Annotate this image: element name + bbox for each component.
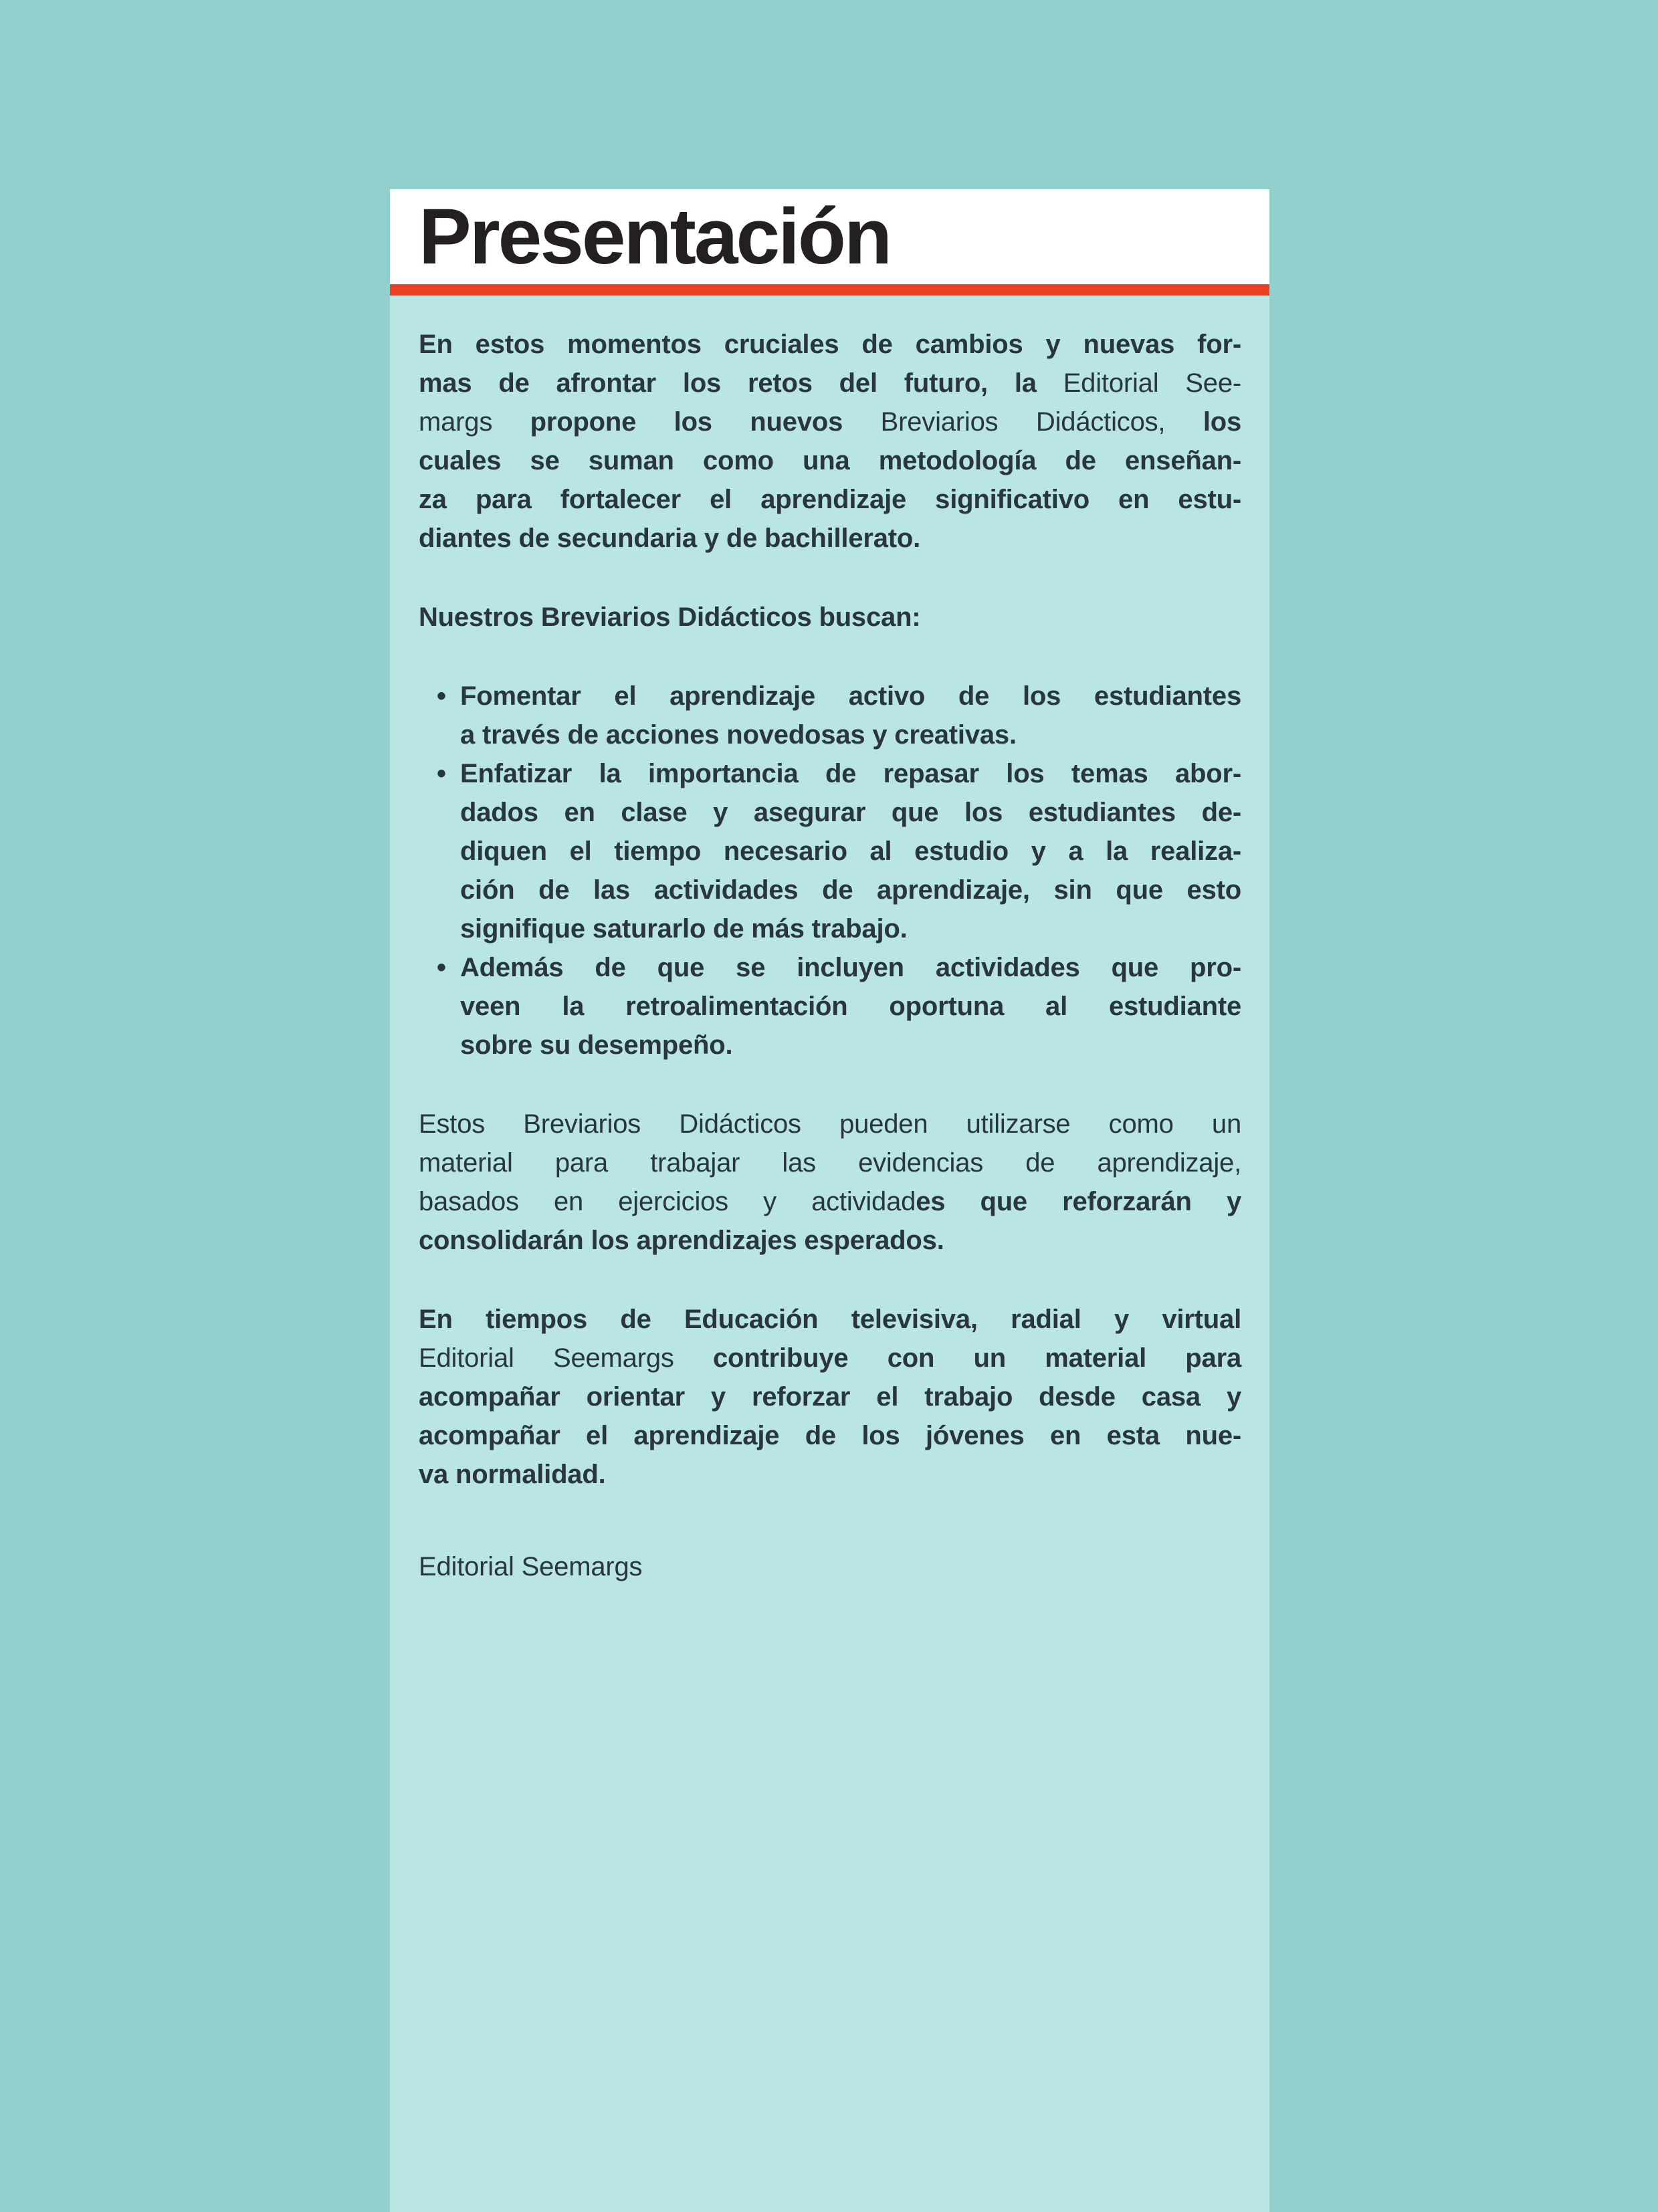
text-run: dados en clase y asegurar que los estudiantes de- [460, 798, 1241, 827]
text-run: Además de que se incluyen actividades que pro- [460, 953, 1241, 982]
text-run: margs [419, 407, 530, 437]
text-line [419, 598, 1241, 637]
text-run: Editorial See- [1063, 368, 1241, 398]
body-text [390, 296, 1269, 1586]
text-run: Estos Breviarios Didácticos pueden utilizarse como un [419, 1109, 1241, 1139]
text-line [419, 441, 1241, 480]
text-line [460, 987, 1241, 1026]
text-line [419, 1377, 1241, 1416]
bullet-marker: • [437, 681, 446, 711]
content-panel [390, 189, 1269, 2212]
bullet-item [437, 948, 1241, 1065]
text-run: En estos momentos cruciales de cambios y nuevas for- [419, 330, 1241, 359]
title-band [390, 189, 1269, 284]
text-run: material para trabajar las evidencias de aprendizaje, [419, 1148, 1241, 1178]
text-run: va normalidad. [419, 1460, 606, 1489]
text-run: Enfatizar la importancia de repasar los temas abor- [460, 759, 1241, 788]
text-run: consolidarán los aprendizajes esperados. [419, 1226, 944, 1255]
text-line [419, 1416, 1241, 1455]
text-run: Editorial Seemargs [419, 1552, 643, 1581]
text-line [419, 1143, 1241, 1182]
bullet-marker: • [437, 953, 446, 982]
text-run: En tiempos de Educación televisiva, radial y virtual [419, 1305, 1241, 1334]
text-line [419, 1455, 1241, 1494]
text-run: sobre su desempeño. [460, 1030, 733, 1060]
bullet-item [437, 754, 1241, 948]
text-run: diquen el tiempo necesario al estudio y a la realiza- [460, 837, 1241, 866]
text-run: mas de afrontar los retos del futuro, la [419, 368, 1063, 398]
text-line [419, 1221, 1241, 1260]
bullet-marker: • [437, 759, 446, 788]
text-run: basados en ejercicios y actividad [419, 1187, 916, 1216]
text-run: signifique saturarlo de más trabajo. [460, 914, 908, 944]
text-line [460, 1026, 1241, 1065]
paragraph [419, 1105, 1241, 1260]
text-run: ción de las actividades de aprendizaje, sin que esto [460, 875, 1241, 905]
text-run: Fomentar el aprendizaje activo de los estudiantes [460, 681, 1241, 711]
bullet-item [437, 677, 1241, 754]
text-run: acompañar orientar y reforzar el trabajo desde casa y [419, 1382, 1241, 1412]
title-underline [390, 284, 1269, 296]
paragraph [419, 325, 1241, 558]
text-line [460, 948, 1241, 987]
text-line [460, 832, 1241, 871]
text-run: propone los nuevos [530, 407, 881, 437]
text-line [419, 364, 1241, 403]
text-line [460, 871, 1241, 909]
text-run: a través de acciones novedosas y creativas. [460, 720, 1017, 750]
text-line [419, 480, 1241, 519]
text-line [460, 677, 1241, 715]
text-line [419, 1182, 1241, 1221]
text-run: za para fortalecer el aprendizaje significativo en estu- [419, 485, 1241, 514]
text-line [419, 1300, 1241, 1339]
page-title: Presentación [419, 193, 891, 281]
text-line [460, 754, 1241, 793]
text-run: Editorial Seemargs [419, 1343, 713, 1373]
text-run: veen la retroalimentación oportuna al estudiante [460, 992, 1241, 1021]
text-run: Nuestros Breviarios Didácticos buscan: [419, 602, 921, 632]
text-line [419, 519, 1241, 558]
text-run: Breviarios Didácticos, [880, 407, 1203, 437]
paragraph [419, 1300, 1241, 1494]
signature [419, 1547, 1241, 1586]
text-line [419, 403, 1241, 441]
text-line [419, 1339, 1241, 1377]
text-run: es que reforzarán y [916, 1187, 1241, 1216]
text-line [419, 1547, 1241, 1586]
text-run: cuales se suman como una metodología de enseñan- [419, 446, 1241, 475]
text-line [460, 793, 1241, 832]
text-run: los [1203, 407, 1242, 437]
text-line [419, 325, 1241, 364]
text-line [419, 1105, 1241, 1143]
text-line [460, 909, 1241, 948]
text-run: acompañar el aprendizaje de los jóvenes en esta nue- [419, 1421, 1241, 1450]
text-line [460, 715, 1241, 754]
paragraph [419, 598, 1241, 637]
text-run: diantes de secundaria y de bachillerato. [419, 524, 921, 553]
text-run: contribuye con un material para [712, 1343, 1241, 1373]
